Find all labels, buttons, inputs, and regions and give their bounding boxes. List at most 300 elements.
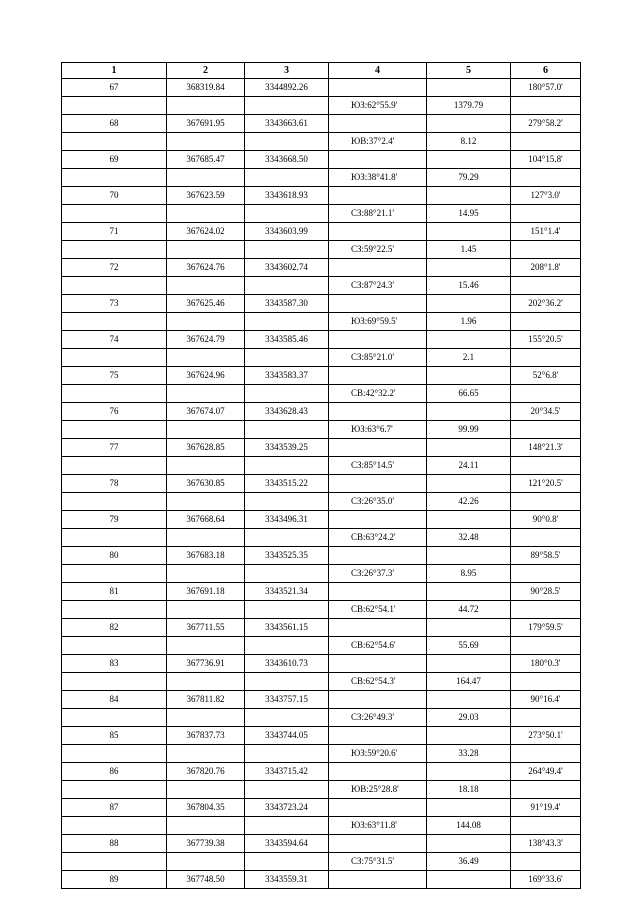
empty-cell: [167, 673, 245, 691]
direction-bearing: ЮЗ:62°55.9': [329, 97, 427, 115]
header-col-6: 6: [511, 63, 581, 79]
empty-cell: [511, 277, 581, 295]
empty-cell: [62, 421, 167, 439]
empty-cell: [245, 853, 329, 871]
empty-cell: [329, 259, 427, 277]
empty-cell: [167, 529, 245, 547]
empty-cell: [427, 151, 511, 169]
y-coordinate: 3343744.05: [245, 727, 329, 745]
table-row: [62, 277, 581, 295]
segment-length: 15.46: [427, 277, 511, 295]
empty-cell: [427, 835, 511, 853]
empty-cell: [329, 295, 427, 313]
segment-length: 79.29: [427, 169, 511, 187]
empty-cell: [245, 313, 329, 331]
point-number: 82: [62, 619, 167, 637]
segment-length: 44.72: [427, 601, 511, 619]
table-body: [62, 79, 581, 889]
angle: 208°1.8': [511, 259, 581, 277]
empty-cell: [245, 745, 329, 763]
table-row: [62, 403, 581, 421]
empty-cell: [427, 331, 511, 349]
empty-cell: [62, 565, 167, 583]
empty-cell: [427, 475, 511, 493]
table-row: [62, 547, 581, 565]
y-coordinate: 3343602.74: [245, 259, 329, 277]
x-coordinate: 367674.07: [167, 403, 245, 421]
angle: 151°1.4': [511, 223, 581, 241]
y-coordinate: 3343496.31: [245, 511, 329, 529]
table-row: [62, 493, 581, 511]
empty-cell: [511, 673, 581, 691]
empty-cell: [167, 313, 245, 331]
angle: 90°0.8': [511, 511, 581, 529]
angle: 91°19.4': [511, 799, 581, 817]
direction-bearing: ЮЗ:63°11.8': [329, 817, 427, 835]
y-coordinate: 3343585.46: [245, 331, 329, 349]
direction-bearing: СЗ:26°49.3': [329, 709, 427, 727]
empty-cell: [427, 511, 511, 529]
segment-length: 8.95: [427, 565, 511, 583]
empty-cell: [427, 871, 511, 889]
table-row: [62, 655, 581, 673]
table-row: [62, 259, 581, 277]
point-number: 76: [62, 403, 167, 421]
point-number: 81: [62, 583, 167, 601]
header-col-5: 5: [427, 63, 511, 79]
empty-cell: [427, 619, 511, 637]
point-number: 70: [62, 187, 167, 205]
point-number: 86: [62, 763, 167, 781]
direction-bearing: СЗ:59°22.5': [329, 241, 427, 259]
table-row: [62, 709, 581, 727]
y-coordinate: 3343539.25: [245, 439, 329, 457]
segment-length: 1.45: [427, 241, 511, 259]
empty-cell: [245, 349, 329, 367]
x-coordinate: 367624.79: [167, 331, 245, 349]
empty-cell: [167, 601, 245, 619]
empty-cell: [329, 691, 427, 709]
point-number: 79: [62, 511, 167, 529]
empty-cell: [62, 709, 167, 727]
empty-cell: [167, 421, 245, 439]
empty-cell: [427, 763, 511, 781]
angle: 121°20.5': [511, 475, 581, 493]
x-coordinate: 367624.96: [167, 367, 245, 385]
direction-bearing: ЮЗ:38°41.8': [329, 169, 427, 187]
table-row: [62, 835, 581, 853]
y-coordinate: 3343610.73: [245, 655, 329, 673]
empty-cell: [62, 745, 167, 763]
empty-cell: [329, 79, 427, 97]
table-row: [62, 169, 581, 187]
empty-cell: [329, 439, 427, 457]
empty-cell: [329, 547, 427, 565]
empty-cell: [511, 313, 581, 331]
empty-cell: [245, 673, 329, 691]
point-number: 68: [62, 115, 167, 133]
empty-cell: [511, 745, 581, 763]
y-coordinate: 3343515.22: [245, 475, 329, 493]
empty-cell: [511, 529, 581, 547]
header-col-3: 3: [245, 63, 329, 79]
empty-cell: [329, 727, 427, 745]
empty-cell: [62, 637, 167, 655]
direction-bearing: СВ:62°54.3': [329, 673, 427, 691]
table-row: [62, 97, 581, 115]
table-row: [62, 637, 581, 655]
point-number: 83: [62, 655, 167, 673]
empty-cell: [329, 799, 427, 817]
table-row: [62, 763, 581, 781]
point-number: 85: [62, 727, 167, 745]
angle: 89°58.5': [511, 547, 581, 565]
empty-cell: [62, 853, 167, 871]
empty-cell: [427, 79, 511, 97]
table-row: [62, 295, 581, 313]
empty-cell: [245, 493, 329, 511]
point-number: 87: [62, 799, 167, 817]
x-coordinate: 367624.76: [167, 259, 245, 277]
header-col-1: 1: [62, 63, 167, 79]
empty-cell: [167, 493, 245, 511]
empty-cell: [167, 349, 245, 367]
empty-cell: [427, 727, 511, 745]
direction-bearing: СЗ:75°31.5': [329, 853, 427, 871]
empty-cell: [62, 385, 167, 403]
empty-cell: [167, 133, 245, 151]
empty-cell: [62, 277, 167, 295]
angle: 169°33.6': [511, 871, 581, 889]
table-row: [62, 727, 581, 745]
point-number: 72: [62, 259, 167, 277]
segment-length: 18.18: [427, 781, 511, 799]
direction-bearing: СВ:62°54.6': [329, 637, 427, 655]
table-row: [62, 529, 581, 547]
empty-cell: [427, 439, 511, 457]
empty-cell: [62, 781, 167, 799]
x-coordinate: 367624.02: [167, 223, 245, 241]
x-coordinate: 367820.76: [167, 763, 245, 781]
empty-cell: [329, 223, 427, 241]
x-coordinate: 367837.73: [167, 727, 245, 745]
empty-cell: [62, 529, 167, 547]
direction-bearing: ЮЗ:69°59.5': [329, 313, 427, 331]
table-row: [62, 385, 581, 403]
direction-bearing: СВ:42°32.2': [329, 385, 427, 403]
table-row: [62, 691, 581, 709]
segment-length: 144.08: [427, 817, 511, 835]
segment-length: 42.26: [427, 493, 511, 511]
table-row: [62, 115, 581, 133]
table-row: [62, 223, 581, 241]
table-row: [62, 817, 581, 835]
angle: 52°6.8': [511, 367, 581, 385]
y-coordinate: 3343663.61: [245, 115, 329, 133]
segment-length: 1379.79: [427, 97, 511, 115]
y-coordinate: 3343594.64: [245, 835, 329, 853]
point-number: 75: [62, 367, 167, 385]
empty-cell: [245, 565, 329, 583]
direction-bearing: ЮЗ:59°20.6': [329, 745, 427, 763]
empty-cell: [511, 241, 581, 259]
point-number: 71: [62, 223, 167, 241]
empty-cell: [167, 817, 245, 835]
empty-cell: [62, 817, 167, 835]
table-row: [62, 349, 581, 367]
x-coordinate: 367691.18: [167, 583, 245, 601]
segment-length: 24.11: [427, 457, 511, 475]
empty-cell: [511, 817, 581, 835]
empty-cell: [329, 367, 427, 385]
segment-length: 14.95: [427, 205, 511, 223]
angle: 90°28.5': [511, 583, 581, 601]
empty-cell: [245, 133, 329, 151]
segment-length: 36.49: [427, 853, 511, 871]
segment-length: 2.1: [427, 349, 511, 367]
segment-length: 66.65: [427, 385, 511, 403]
empty-cell: [167, 565, 245, 583]
table-row: [62, 673, 581, 691]
angle: 179°59.5': [511, 619, 581, 637]
y-coordinate: 3343561.15: [245, 619, 329, 637]
y-coordinate: 3343668.50: [245, 151, 329, 169]
direction-bearing: СЗ:26°37.3': [329, 565, 427, 583]
empty-cell: [62, 169, 167, 187]
segment-length: 29.03: [427, 709, 511, 727]
x-coordinate: 367736.91: [167, 655, 245, 673]
table-row: [62, 133, 581, 151]
empty-cell: [245, 709, 329, 727]
coordinates-table: [61, 62, 581, 889]
y-coordinate: 3343525.35: [245, 547, 329, 565]
y-coordinate: 3343521.34: [245, 583, 329, 601]
empty-cell: [245, 169, 329, 187]
y-coordinate: 3343757.15: [245, 691, 329, 709]
header-col-2: 2: [167, 63, 245, 79]
table-row: [62, 457, 581, 475]
x-coordinate: 367804.35: [167, 799, 245, 817]
empty-cell: [427, 223, 511, 241]
point-number: 73: [62, 295, 167, 313]
empty-cell: [62, 205, 167, 223]
segment-length: 32.48: [427, 529, 511, 547]
point-number: 88: [62, 835, 167, 853]
y-coordinate: 3343587.30: [245, 295, 329, 313]
empty-cell: [427, 115, 511, 133]
empty-cell: [62, 97, 167, 115]
empty-cell: [329, 655, 427, 673]
empty-cell: [245, 385, 329, 403]
empty-cell: [167, 637, 245, 655]
point-number: 77: [62, 439, 167, 457]
empty-cell: [245, 205, 329, 223]
direction-bearing: СЗ:88°21.1': [329, 205, 427, 223]
empty-cell: [62, 349, 167, 367]
empty-cell: [511, 385, 581, 403]
x-coordinate: 367628.85: [167, 439, 245, 457]
x-coordinate: 367668.64: [167, 511, 245, 529]
table-row: [62, 601, 581, 619]
angle: 279°58.2': [511, 115, 581, 133]
empty-cell: [245, 97, 329, 115]
table-row: [62, 79, 581, 97]
empty-cell: [167, 709, 245, 727]
table-row: [62, 583, 581, 601]
direction-bearing: СЗ:85°14.5': [329, 457, 427, 475]
angle: 155°20.5': [511, 331, 581, 349]
table-row: [62, 421, 581, 439]
angle: 180°0.3': [511, 655, 581, 673]
segment-length: 99.99: [427, 421, 511, 439]
table-row: [62, 187, 581, 205]
empty-cell: [167, 169, 245, 187]
table-row: [62, 745, 581, 763]
empty-cell: [329, 115, 427, 133]
direction-bearing: СВ:63°24.2': [329, 529, 427, 547]
x-coordinate: 367691.95: [167, 115, 245, 133]
empty-cell: [245, 529, 329, 547]
segment-length: 33.28: [427, 745, 511, 763]
empty-cell: [511, 853, 581, 871]
direction-bearing: СЗ:87°24.3': [329, 277, 427, 295]
angle: 20°34.5': [511, 403, 581, 421]
angle: 273°50.1': [511, 727, 581, 745]
empty-cell: [329, 403, 427, 421]
y-coordinate: 3343603.99: [245, 223, 329, 241]
segment-length: 1.96: [427, 313, 511, 331]
table-row: [62, 781, 581, 799]
empty-cell: [167, 385, 245, 403]
table-row: [62, 565, 581, 583]
empty-cell: [427, 259, 511, 277]
point-number: 84: [62, 691, 167, 709]
empty-cell: [245, 457, 329, 475]
x-coordinate: 367625.46: [167, 295, 245, 313]
x-coordinate: 367630.85: [167, 475, 245, 493]
empty-cell: [427, 187, 511, 205]
empty-cell: [329, 331, 427, 349]
segment-length: 55.69: [427, 637, 511, 655]
x-coordinate: 367739.38: [167, 835, 245, 853]
empty-cell: [167, 241, 245, 259]
y-coordinate: 3343618.93: [245, 187, 329, 205]
table-row: [62, 313, 581, 331]
empty-cell: [511, 205, 581, 223]
empty-cell: [511, 169, 581, 187]
table-row: [62, 331, 581, 349]
empty-cell: [329, 475, 427, 493]
direction-bearing: ЮВ:37°2.4': [329, 133, 427, 151]
empty-cell: [511, 637, 581, 655]
empty-cell: [329, 583, 427, 601]
y-coordinate: 3344892.26: [245, 79, 329, 97]
empty-cell: [511, 133, 581, 151]
empty-cell: [167, 457, 245, 475]
table-row: [62, 799, 581, 817]
header-row: [62, 63, 581, 79]
empty-cell: [511, 457, 581, 475]
empty-cell: [511, 709, 581, 727]
point-number: 74: [62, 331, 167, 349]
point-number: 69: [62, 151, 167, 169]
point-number: 80: [62, 547, 167, 565]
empty-cell: [167, 277, 245, 295]
direction-bearing: СВ:62°54.1': [329, 601, 427, 619]
point-number: 78: [62, 475, 167, 493]
empty-cell: [167, 781, 245, 799]
empty-cell: [427, 691, 511, 709]
empty-cell: [329, 511, 427, 529]
table-row: [62, 853, 581, 871]
empty-cell: [245, 817, 329, 835]
table-row: [62, 475, 581, 493]
x-coordinate: 367685.47: [167, 151, 245, 169]
empty-cell: [245, 601, 329, 619]
empty-cell: [511, 349, 581, 367]
point-number: 89: [62, 871, 167, 889]
empty-cell: [511, 565, 581, 583]
empty-cell: [167, 97, 245, 115]
empty-cell: [62, 601, 167, 619]
direction-bearing: ЮВ:25°28.8': [329, 781, 427, 799]
empty-cell: [245, 637, 329, 655]
y-coordinate: 3343583.37: [245, 367, 329, 385]
direction-bearing: СЗ:85°21.0': [329, 349, 427, 367]
angle: 127°3.0': [511, 187, 581, 205]
empty-cell: [427, 583, 511, 601]
empty-cell: [427, 547, 511, 565]
empty-cell: [511, 601, 581, 619]
header-col-4: 4: [329, 63, 427, 79]
empty-cell: [167, 853, 245, 871]
direction-bearing: СЗ:26°35.0': [329, 493, 427, 511]
table-row: [62, 871, 581, 889]
x-coordinate: 367683.18: [167, 547, 245, 565]
point-number: 67: [62, 79, 167, 97]
angle: 202°36.2': [511, 295, 581, 313]
segment-length: 164.47: [427, 673, 511, 691]
empty-cell: [511, 421, 581, 439]
table-row: [62, 205, 581, 223]
x-coordinate: 367711.55: [167, 619, 245, 637]
empty-cell: [329, 151, 427, 169]
table-row: [62, 439, 581, 457]
empty-cell: [167, 205, 245, 223]
table-row: [62, 241, 581, 259]
y-coordinate: 3343715.42: [245, 763, 329, 781]
empty-cell: [62, 313, 167, 331]
empty-cell: [427, 367, 511, 385]
table-row: [62, 367, 581, 385]
empty-cell: [427, 655, 511, 673]
empty-cell: [245, 781, 329, 799]
table-row: [62, 151, 581, 169]
empty-cell: [427, 295, 511, 313]
angle: 264°49.4': [511, 763, 581, 781]
empty-cell: [62, 133, 167, 151]
empty-cell: [511, 493, 581, 511]
empty-cell: [62, 241, 167, 259]
y-coordinate: 3343559.31: [245, 871, 329, 889]
y-coordinate: 3343628.43: [245, 403, 329, 421]
empty-cell: [427, 403, 511, 421]
angle: 148°21.3': [511, 439, 581, 457]
empty-cell: [62, 493, 167, 511]
empty-cell: [329, 763, 427, 781]
y-coordinate: 3343723.24: [245, 799, 329, 817]
angle: 138°43.3': [511, 835, 581, 853]
